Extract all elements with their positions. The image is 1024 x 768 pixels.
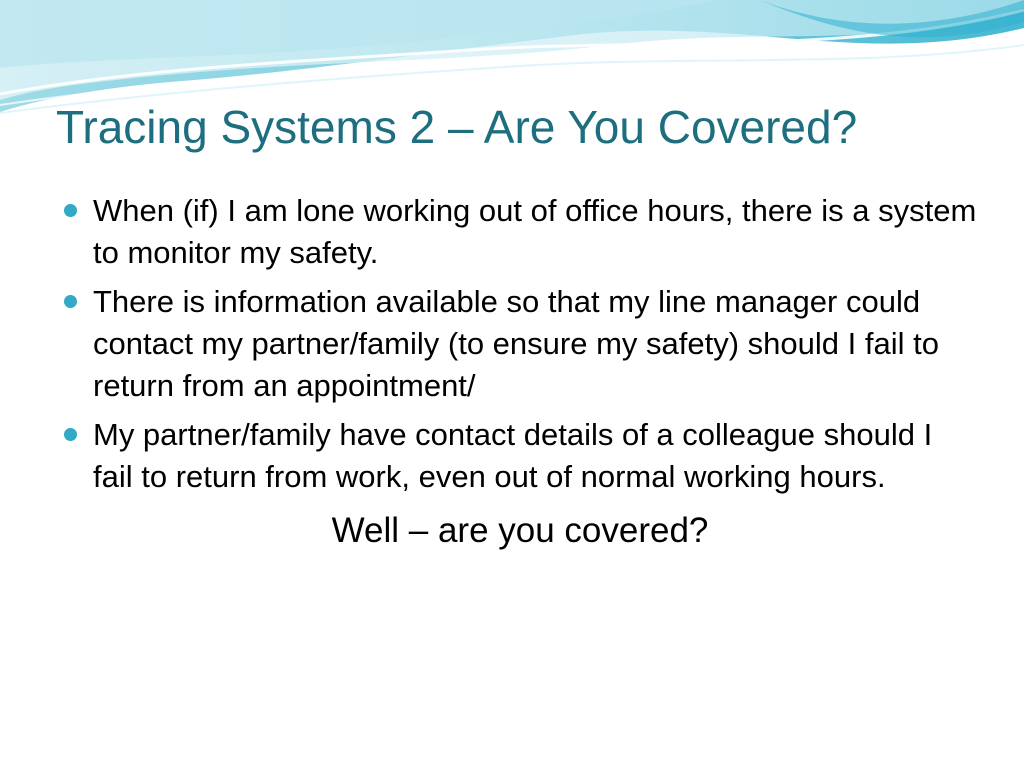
bullet-text-colleague-details: My partner/family have contact details of a colleague should I fail to return from work, even out of normal working hours. xyxy=(93,417,933,494)
bullet-item-contact-information xyxy=(60,281,980,407)
bullet-dot-icon xyxy=(64,295,77,308)
bullet-text-contact-information: There is information available so that my line manager could contact my partner/family (to ensure my safety) should I fail to return from an appointment/ xyxy=(93,284,939,403)
bullet-text-monitoring: When (if) I am lone working out of office hours, there is a system to monitor my safety. xyxy=(93,193,977,270)
bullet-dot-icon xyxy=(64,204,77,217)
slide-title: Tracing Systems 2 – Are You Covered? xyxy=(56,101,858,153)
bullet-item-colleague-details xyxy=(60,414,980,498)
bullet-list xyxy=(60,190,980,498)
closing-question: Well – are you covered? xyxy=(331,511,709,550)
slide-content xyxy=(60,190,980,554)
bullet-item-monitoring xyxy=(60,190,980,274)
bullet-dot-icon xyxy=(64,428,77,441)
